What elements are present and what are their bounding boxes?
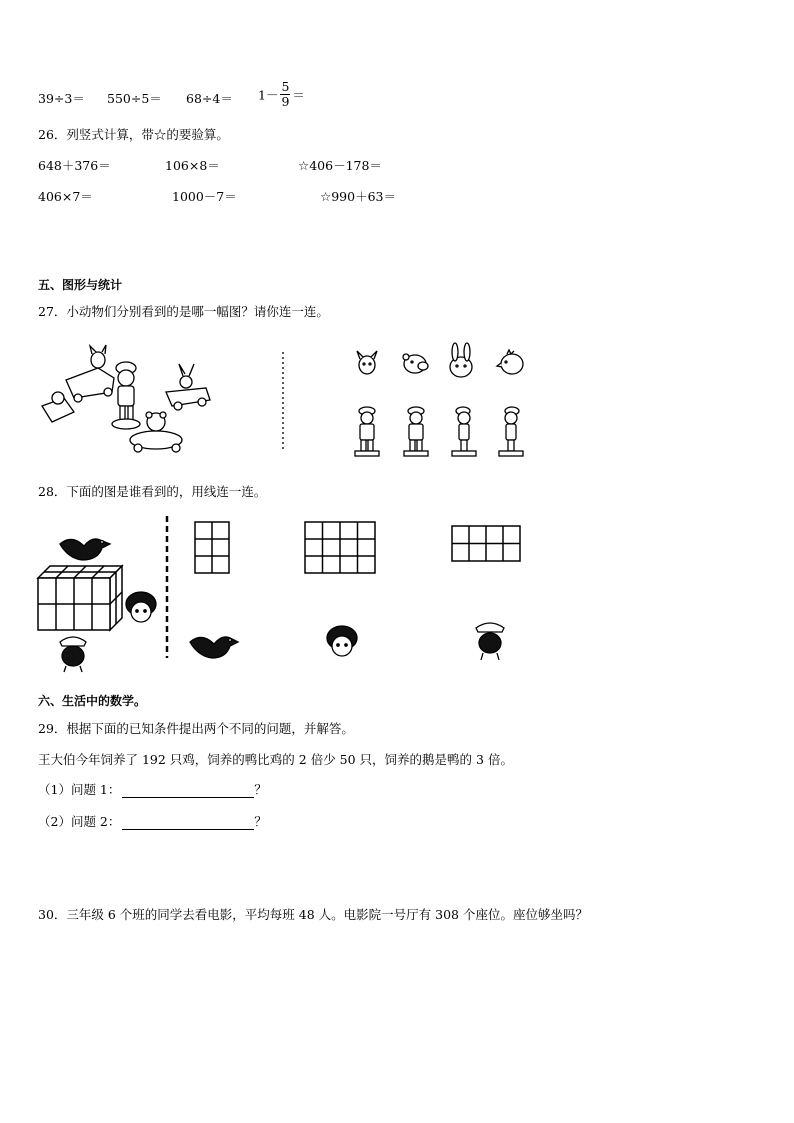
hat-child-icon: [472, 618, 508, 660]
q27-divider: [281, 352, 285, 452]
q25-item-4: [258, 80, 305, 109]
q29-question-2-blank[interactable]: [122, 815, 254, 830]
bear-head-icon: [400, 350, 430, 376]
q28-divider: [164, 516, 170, 658]
q30-prompt: 30．三年级 6 个班的同学去看电影，平均每班 48 人。电影院一号厅有 308 个座位。座位够坐吗？: [38, 907, 588, 922]
mixed-whole: 1－: [258, 87, 279, 103]
q26-r1-b: 106×8＝: [165, 158, 220, 173]
rabbit-head-icon: [446, 343, 476, 379]
grid-view-4x2: [451, 525, 521, 563]
q29-question-1-blank[interactable]: [122, 783, 254, 798]
q29-prompt: 29．根据下面的已知条件提出两个不同的问题，并解答。: [38, 721, 354, 736]
hat-child-icon: [56, 632, 90, 672]
bird-icon: [58, 530, 112, 566]
q29-question-1-mark: ？: [254, 782, 267, 797]
grid-view-4x3: [304, 521, 376, 574]
grid-view-2x3: [194, 521, 230, 574]
q29-question-1-label: （1）问题 1：: [38, 782, 121, 797]
q25-item-1: 39÷3＝: [38, 91, 85, 106]
section-title-6: 六、生活中的数学。: [38, 694, 147, 708]
q29-question-2-mark: ？: [254, 814, 267, 829]
chick-head-icon: [497, 349, 525, 377]
fraction-numerator: 5: [281, 79, 290, 94]
q29-condition: 王大伯今年饲养了 192 只鸡，饲养的鸭比鸡的 2 倍少 50 只，饲养的鹅是鸭的 3 倍。: [38, 752, 513, 767]
q26-r1-c: ☆406－178＝: [298, 158, 382, 173]
q26-r2-b: 1000－7＝: [172, 189, 237, 204]
policeman-back-icon: [401, 406, 431, 458]
policeman-front-icon: [352, 406, 382, 458]
q26-r2-a: 406×7＝: [38, 189, 93, 204]
cube-stack-illustration: [38, 566, 124, 632]
policeman-left-side-icon: [449, 406, 479, 458]
dog-head-icon: [354, 349, 380, 377]
bird-icon: [188, 628, 240, 662]
mixed-equals: ＝: [292, 87, 305, 103]
q27-prompt: 27．小动物们分别看到的是哪一幅图？请你连一连。: [38, 304, 329, 319]
policeman-right-side-icon: [496, 406, 526, 458]
fraction-denominator: 9: [281, 94, 290, 109]
q29-question-2-label: （2）问题 2：: [38, 814, 121, 829]
q26-r1-a: 648＋376＝: [38, 158, 111, 173]
q29-question-2: [38, 812, 267, 830]
q25-item-2: 550÷5＝: [107, 91, 162, 106]
child-face-icon: [325, 624, 359, 660]
q26-prompt: 26．列竖式计算，带☆的要验算。: [38, 127, 229, 142]
section-title-5: 五、图形与统计: [38, 278, 123, 292]
q29-question-1: [38, 780, 267, 798]
q27-scene-illustration: [38, 340, 218, 462]
child-face-icon: [124, 590, 158, 626]
fraction: [280, 80, 290, 109]
q25-item-3: 68÷4＝: [186, 91, 233, 106]
q28-prompt: 28．下面的图是谁看到的，用线连一连。: [38, 484, 267, 499]
q26-r2-c: ☆990＋63＝: [320, 189, 396, 204]
